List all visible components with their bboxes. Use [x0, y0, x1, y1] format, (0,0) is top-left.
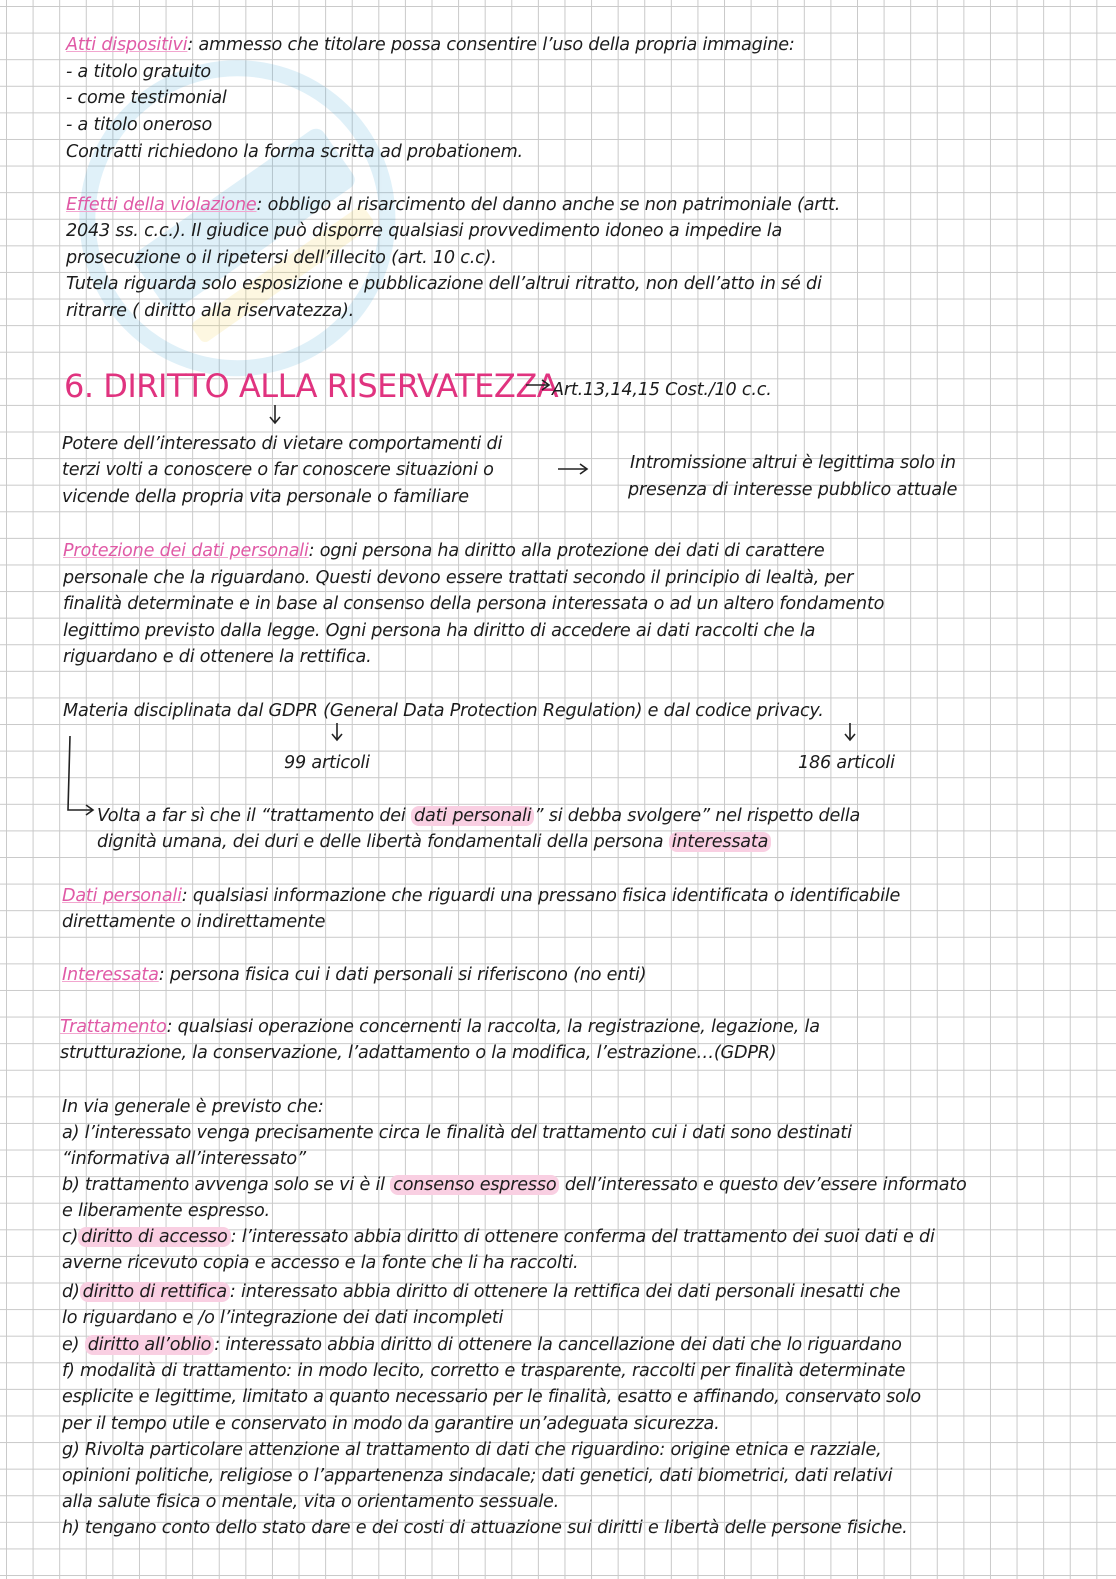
effetti-line-3: prosecuzione o il ripetersi dell’illecito (art. 10 c.c). [66, 248, 497, 268]
protezione-line-4: legittimo previsto dalla legge. Ogni persona ha diritto di accedere ai dati raccolti che la [63, 621, 816, 641]
previsto-d-text: : interessato abbia diritto di ottenere la rettifica dei dati personali inesatti che [229, 1282, 901, 1302]
trattamento-text-1: : qualsiasi operazione concernenti la raccolta, la registrazione, legazione, la [166, 1017, 820, 1037]
effetti-line-2: 2043 ss. c.c.). Il giudice può disporre qualsiasi provvedimento idoneo a impedire la [66, 221, 783, 241]
previsto-c-line-2: averne ricevuto copia e accesso e la fonte che li ha raccolti. [62, 1253, 579, 1273]
box-left-line-3: vicende della propria vita personale o familiare [62, 487, 469, 507]
interessata-line [62, 962, 646, 988]
highlight-interessata: interessata [669, 832, 771, 852]
previsto-b-line-2: e liberamente espresso. [62, 1201, 270, 1221]
previsto-b-text-a: b) trattamento avvenga solo se vi è il [62, 1175, 391, 1195]
highlight-diritto-rettifica: diritto di rettifica [80, 1282, 230, 1302]
previsto-b-text-b: dell’interessato e questo dev’essere informato [559, 1175, 967, 1195]
box-right-line-2: presenza di interesse pubblico attuale [628, 480, 958, 500]
trattamento-line-2: strutturazione, la conservazione, l’adattamento o la modifica, l’estrazione…(GDPR) [60, 1043, 777, 1063]
protezione-line-1 [63, 538, 825, 564]
dati-line-2: direttamente o indirettamente [62, 912, 326, 932]
atti-text: : ammesso che titolare possa consentire l’uso della propria immagine: [187, 35, 795, 55]
highlight-diritto-oblio: diritto all’oblio [85, 1335, 215, 1355]
previsto-c-text: : l’interessato abbia diritto di ottenere conferma del trattamento dei suoi dati e di [230, 1227, 935, 1247]
protezione-line-5: riguardano e di ottenere la rettifica. [63, 647, 372, 667]
previsto-c-line-1 [62, 1224, 935, 1250]
dati-text-1: : qualsiasi informazione che riguardi una pressano fisica identificata o identificabile [181, 886, 901, 906]
dati-line-1 [62, 883, 900, 909]
previsto-g-line-3: alla salute fisica o mentale, vita o orientamento sessuale. [62, 1492, 560, 1512]
previsto-intro: In via generale è previsto che: [62, 1097, 324, 1117]
volta-line [97, 803, 860, 829]
trattamento-line-1 [60, 1014, 820, 1040]
protezione-text-1: : ogni persona ha diritto alla protezione dei dati di carattere [308, 541, 825, 561]
previsto-b-line-1 [62, 1172, 967, 1198]
atti-item-1: - a titolo gratuito [66, 62, 211, 82]
previsto-g-line-2: opinioni politiche, religiose o l’appartenenza sindacale; dati genetici, dati biometrici, dati relativi [62, 1466, 893, 1486]
dignita-text: dignità umana, dei duri e delle libertà fondamentali della persona [97, 832, 669, 852]
effetti-term: Effetti della violazione [66, 195, 257, 215]
volta-text-a: Volta a far sì che il “trattamento dei [97, 806, 412, 826]
highlight-dati-personali: dati personali [411, 806, 534, 826]
arrow-bent-icon [60, 734, 100, 818]
arrow-down-icon [843, 722, 857, 744]
previsto-d-label: d) [62, 1282, 80, 1302]
box-left-line-2: terzi volti a conoscere o far conoscere situazioni o [62, 460, 494, 480]
highlight-consenso: consenso espresso [390, 1175, 559, 1195]
section-heading: 6. DIRITTO ALLA RISERVATEZZA [64, 367, 559, 405]
previsto-e-text: : interessato abbia diritto di ottenere la cancellazione dei dati che lo riguardano [214, 1335, 902, 1355]
previsto-h-line: h) tengano conto dello stato dare e dei costi di attuazione sui diritti e libertà delle persone fisiche. [62, 1518, 908, 1538]
previsto-a-line-1: a) l’interessato venga precisamente circa le finalità del trattamento cui i dati sono destinati [62, 1123, 852, 1143]
box-left-line-1: Potere dell’interessato di vietare comportamenti di [62, 434, 503, 454]
atti-note: Contratti richiedono la forma scritta ad probationem. [66, 142, 523, 162]
materia-text: Materia disciplinata dal GDPR (General Data Protection Regulation) e dal codice privacy. [63, 701, 824, 721]
arrow-right-icon [524, 378, 554, 392]
dati-term: Dati personali [62, 886, 182, 906]
section-refs: Art.13,14,15 Cost./10 c.c. [552, 380, 772, 400]
atti-item-2: - come testimonial [66, 88, 227, 108]
arrow-down-icon [330, 722, 344, 744]
highlight-diritto-accesso: diritto di accesso [78, 1227, 230, 1247]
protezione-line-3: finalità determinate e in base al consenso della persona interessata o ad un altero fondamento [63, 594, 885, 614]
previsto-g-line-1: g) Rivolta particolare attenzione al trattamento di dati che riguardino: origine etnica e razziale, [62, 1440, 882, 1460]
effetti-text-1: : obbligo al risarcimento del danno anche se non patrimoniale (artt. [256, 195, 841, 215]
trattamento-term: Trattamento [60, 1017, 167, 1037]
codice-count: 186 articoli [798, 753, 895, 773]
atti-term: Atti dispositivi [66, 35, 188, 55]
protezione-line-2: personale che la riguardano. Questi devono essere trattati secondo il principio di lealtà, per [63, 568, 854, 588]
arrow-down-icon [268, 404, 282, 426]
volta-text-b: ” si debba svolgere” nel rispetto della [534, 806, 861, 826]
previsto-d-line-1 [62, 1279, 900, 1305]
interessata-text: : persona fisica cui i dati personali si riferiscono (no enti) [158, 965, 647, 985]
previsto-f-line-2: esplicite e legittime, limitato a quanto necessario per le finalità, esatto e affinando, conservato solo [62, 1387, 921, 1407]
previsto-d-line-2: lo riguardano e /o l’integrazione dei dati incompleti [62, 1308, 504, 1328]
previsto-a-line-2: “informativa all’interessato” [62, 1149, 306, 1169]
protezione-term: Protezione dei dati personali [63, 541, 309, 561]
effetti-line-4: Tutela riguarda solo esposizione e pubblicazione dell’altrui ritratto, non dell’atto in sé di [66, 274, 822, 294]
arrow-right-icon [556, 462, 592, 476]
previsto-e-line [62, 1332, 902, 1358]
atti-line [66, 32, 795, 58]
effetti-line-1 [66, 192, 840, 218]
box-right-line-1: Intromissione altrui è legittima solo in [630, 453, 956, 473]
dignita-line [97, 829, 771, 855]
previsto-c-label: c) [62, 1227, 79, 1247]
previsto-e-label: e) [62, 1335, 85, 1355]
effetti-line-5: ritrarre ( diritto alla riservatezza). [66, 301, 355, 321]
interessata-term: Interessata [62, 965, 159, 985]
atti-item-3: - a titolo oneroso [66, 115, 213, 135]
previsto-f-line-1: f) modalità di trattamento: in modo lecito, corretto e trasparente, raccolti per finalità determinate [62, 1361, 906, 1381]
gdpr-count: 99 articoli [284, 753, 370, 773]
previsto-f-line-3: per il tempo utile e conservato in modo da garantire un’adeguata sicurezza. [62, 1414, 720, 1434]
